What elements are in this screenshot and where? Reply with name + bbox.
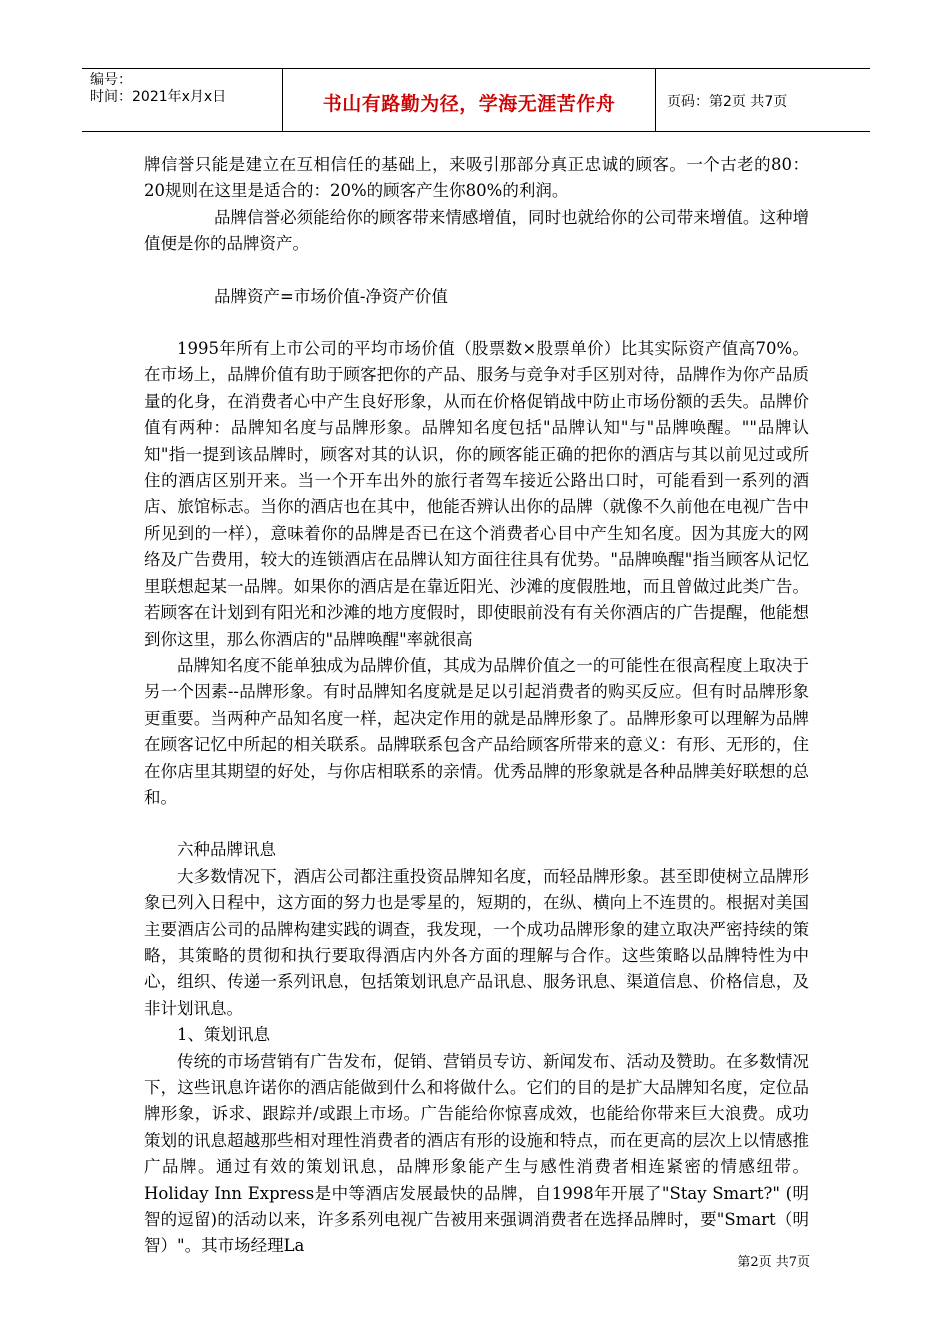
header-meta (82, 69, 282, 131)
page-header (82, 68, 870, 132)
paragraph-six-messages: 大多数情况下，酒店公司都注重投资品牌知名度，而轻品牌形象。甚至即使树立品牌形象已列入日程中，这方面的努力也是零星的，短期的，在纵、横向上不连贯的。根据对美国主要酒店公司的品牌构建实践的调查，我发现，一个成功品牌形象的建立取决严密持续的策略，其策略的贯彻和执行要取得酒店内外各方面的理解与合作。这些策略以品牌特性为中心，组织、传递一系列讯息，包括策划讯息产品讯息、服务讯息、渠道信息、价格信息，及非计划讯息。 (144, 866, 809, 1018)
spacer (144, 811, 809, 837)
header-page-cell (655, 69, 870, 131)
header-motto: 书山有路勤为径，学海无涯苦作舟 (322, 93, 616, 115)
spacer (144, 258, 809, 284)
formula-brand-equity: 品牌资产=市场价值-净资产价值 (214, 286, 448, 306)
header-motto-cell (282, 69, 656, 131)
header-page-number: 页码：第2页 共7页 (667, 94, 788, 110)
page-footer: 第2页 共7页 (737, 1255, 810, 1270)
paragraph-brand-trust: 牌信誉只能是建立在互相信任的基础上，来吸引那部分真正忠诚的顾客。一个古老的80：20规则在这里是适合的：20%的顾客产生你80%的利润。 (144, 155, 809, 201)
document-date-label: 时间：2021年x月x日 (90, 89, 227, 105)
paragraph-brand-equity: 品牌信誉必须能给你的顾客带来情感增值，同时也就给你的公司带来增值。这种增值便是你的品牌资产。 (144, 207, 809, 254)
paragraph-planned-messages: 传统的市场营销有广告发布，促销、营销员专访、新闻发布、活动及赞助。在多数情况下，这些讯息许诺你的酒店能做到什么和将做什么。它们的目的是扩大品牌知名度，定位品牌形象，诉求、跟踪并/或跟上市场。广告能给你惊喜成效，也能给你带来巨大浪费。成功策划的讯息超越那些相对理性消费者的酒店有形的设施和特点，而在更高的层次上以情感推广品牌。通过有效的策划讯息，品牌形象能产生与感性消费者相连紧密的情感纽带。Holiday Inn Express是中等酒店发展最快的品牌，自1998年开展了"Stay Smart?" (明智的逗留)的活动以来，许多系列电视广告被用来强调消费者在选择品牌时，要"Smart（明智）"。其市场经理La (144, 1051, 809, 1256)
document-body (144, 152, 809, 1260)
spacer (144, 310, 809, 336)
section-heading-six-messages: 六种品牌讯息 (177, 840, 276, 860)
paragraph-brand-image: 品牌知名度不能单独成为品牌价值，其成为品牌价值之一的可能性在很高程度上取决于另一个因素--品牌形象。有时品牌知名度就是足以引起消费者的购买反应。但有时品牌形象更重要。当两种产品知名度一样，起决定作用的就是品牌形象了。品牌形象可以理解为品牌在顾客记忆中所起的相关联系。品牌联系包含产品给顾客所带来的意义：有形、无形的，住在你店里其期望的好处，与你店相联系的亲情。优秀品牌的形象就是各种品牌美好联想的总和。 (144, 655, 809, 807)
document-number-label: 编号： (90, 72, 132, 88)
subheading-planned-messages: 1、策划讯息 (177, 1025, 270, 1045)
paragraph-brand-value: 1995年所有上市公司的平均市场价值（股票数×股票单价）比其实际资产值高70%。在市场上，品牌价值有助于顾客把你的产品、服务与竞争对手区别对待，品牌作为你产品质量的化身，在消费者心中产生良好形象，从而在价格促销战中防止市场份额的丢失。品牌价值有两种：品牌知名度与品牌形象。品牌知名度包括"品牌认知"与"品牌唤醒。""品牌认知"指一提到该品牌时，顾客对其的认识，你的顾客能正确的把你的酒店与其以前见过或所住的酒店区别开来。当一个开车出外的旅行者驾车接近公路出口时，可能看到一系列的酒店、旅馆标志。当你的酒店也在其中，他能否辨认出你的品牌（就像不久前他在电视广告中所见到的一样），意味着你的品牌是否已在这个消费者心目中产生知名度。因为其庞大的网络及广告费用，较大的连锁酒店在品牌认知方面往往具有优势。"品牌唤醒"指当顾客从记忆里联想起某一品牌。如果你的酒店是在靠近阳光、沙滩的度假胜地，而且曾做过此类广告。若顾客在计划到有阳光和沙滩的地方度假时，即使眼前没有有关你酒店的广告提醒，他能想到你这里，那么你酒店的"品牌唤醒"率就很高 (144, 339, 809, 649)
